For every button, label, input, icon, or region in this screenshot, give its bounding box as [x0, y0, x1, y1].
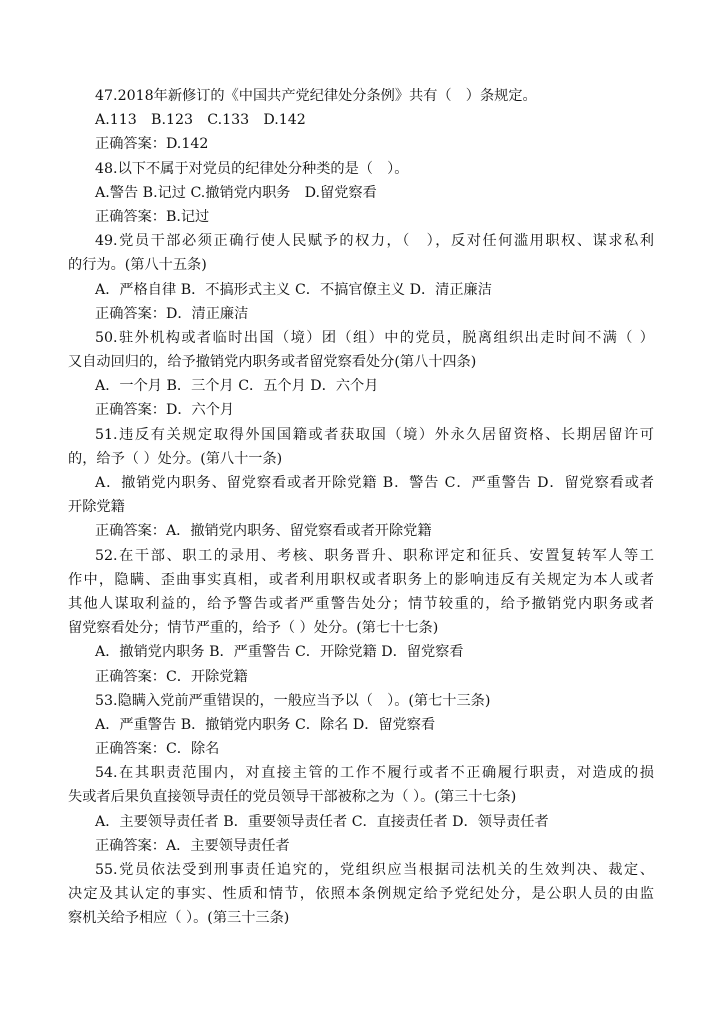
answer-52: 正确答案：C．开除党籍 — [95, 668, 248, 685]
options-54: A．主要领导责任者 B．重要领导责任者 C．直接责任者 D．领导责任者 — [95, 813, 549, 830]
question-52-line-4: 留党察看处分；情节严重的，给予（ ）处分。(第七十七条) — [68, 620, 439, 637]
options-53: A．严重警告 B．撤销党内职务 C．除名 D．留党察看 — [95, 716, 436, 733]
question-47: 47.2018年新修订的《中国共产党纪律处分条例》共有（ ）条规定。 — [95, 88, 537, 104]
answer-54: 正确答案：A．主要领导责任者 — [95, 837, 290, 854]
question-53: 53.隐瞒入党前严重错误的，一般应当予以（ ）。(第七十三条) — [95, 692, 491, 709]
options-51-line-2: 开除党籍 — [68, 499, 125, 516]
options-49: A．严格自律 B．不搞形式主义 C．不搞官僚主义 D．清正廉洁 — [95, 281, 492, 298]
options-52: A．撤销党内职务 B．严重警告 C．开除党籍 D．留党察看 — [95, 644, 464, 661]
question-55-line-1: 55.党员依法受到刑事责任追究的，党组织应当根据司法机关的生效判决、裁定、 — [95, 862, 654, 878]
question-52-line-2: 作中，隐瞒、歪曲事实真相，或者利用职权或者职务上的影响违反有关规定为本人或者 — [68, 571, 654, 588]
answer-51: 正确答案：A．撤销党内职务、留党察看或者开除党籍 — [95, 523, 432, 540]
document-body — [68, 84, 654, 931]
question-51-line-2: 的，给予（ ）处分。(第八十一条) — [68, 450, 283, 467]
question-52-line-1: 52.在干部、职工的录用、考核、职务晋升、职称评定和征兵、安置复转军人等工 — [95, 547, 654, 564]
options-51-line-1: A．撤销党内职务、留党察看或者开除党籍 B．警告 C．严重警告 D．留党察看或者 — [95, 475, 654, 491]
question-52-line-3: 其他人谋取利益的，给予警告或者严重警告处分；情节较重的，给予撤销党内职务或者 — [68, 595, 654, 612]
question-48: 48.以下不属于对党员的纪律处分种类的是（ ）。 — [95, 160, 409, 177]
question-51-line-1: 51.违反有关规定取得外国国籍或者获取国（境）外永久居留资格、长期居留许可 — [95, 426, 654, 443]
question-49-line-1: 49.党员干部必须正确行使人民赋予的权力，（ ），反对任何滥用职权、谋求私利 — [95, 233, 654, 250]
question-50-line-1: 50.驻外机构或者临时出国（境）团（组）中的党员，脱离组织出走时间不满（ ） — [95, 329, 654, 346]
options-50: A．一个月 B．三个月 C．五个月 D．六个月 — [95, 378, 379, 395]
question-54-line-2: 失或者后果负直接领导责任的党员领导干部被称之为（ ）。(第三十七条) — [68, 789, 517, 806]
question-50-line-2: 又自动回归的，给予撤销党内职务或者留党察看处分(第八十四条) — [68, 354, 477, 371]
question-49-line-2: 的行为。(第八十五条) — [68, 257, 207, 274]
question-55-line-3: 察机关给予相应（ ）。(第三十三条) — [68, 910, 290, 927]
question-55-line-2: 决定及其认定的事实、性质和情节，依照本条例规定给予党纪处分，是公职人员的由监 — [68, 886, 654, 903]
answer-50: 正确答案：D．六个月 — [95, 402, 235, 419]
answer-53: 正确答案：C．除名 — [95, 741, 220, 758]
options-47: A.113 B.123 C.133 D.142 — [95, 112, 306, 129]
options-48: A.警告 B.记过 C.撤销党内职务 D.留党察看 — [95, 184, 377, 201]
answer-48: 正确答案：B.记过 — [95, 208, 210, 225]
answer-49: 正确答案：D．清正廉洁 — [95, 305, 249, 322]
answer-47: 正确答案：D.142 — [95, 136, 209, 153]
question-54-line-1: 54.在其职责范围内，对直接主管的工作不履行或者不正确履行职责，对造成的损 — [95, 765, 654, 782]
